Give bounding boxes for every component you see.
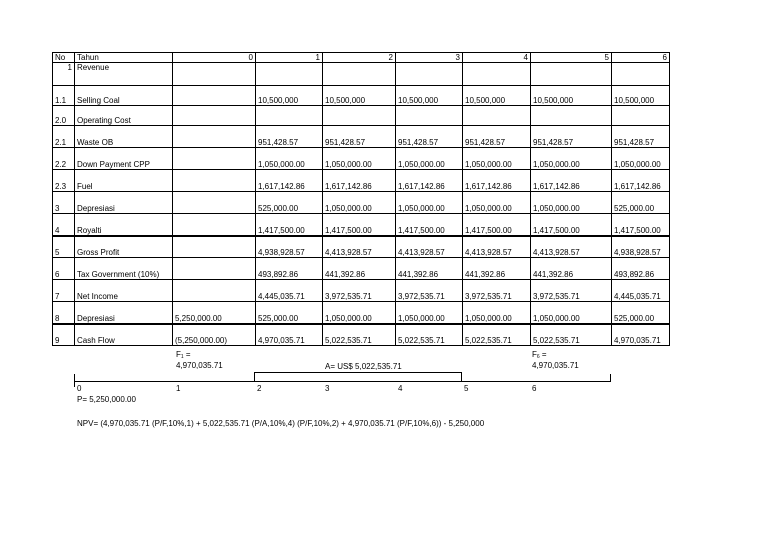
value-cell [396,106,463,126]
table-row [53,126,670,148]
table-row [53,324,670,346]
row-number: 2.3 [53,170,75,192]
value-cell: 951,428.57 [396,126,463,148]
value-cell: 4,938,928.57 [612,236,670,258]
value-cell: 525,000.00 [612,302,670,324]
tick-label-4: 4 [398,384,403,393]
header-cell: 1 [256,53,323,63]
value-cell: 951,428.57 [323,126,396,148]
time-axis [74,381,610,382]
value-cell: 4,445,035.71 [256,280,323,302]
annuity-label: A= US$ 5,022,535.71 [325,362,402,371]
row-label: Selling Coal [75,86,173,106]
value-cell: 493,892.86 [256,258,323,280]
value-cell: 10,500,000 [612,86,670,106]
value-cell: 1,050,000.00 [396,148,463,170]
value-cell [173,86,256,106]
header-cell: 3 [396,53,463,63]
row-label: Tax Government (10%) [75,258,173,280]
value-cell [173,126,256,148]
cash-flow-table [52,52,670,346]
value-cell: 5,022,535.71 [323,324,396,346]
value-cell: 951,428.57 [612,126,670,148]
value-cell [173,170,256,192]
table-row [53,236,670,258]
f6-label: $F_6$ = [532,350,547,360]
value-cell: 951,428.57 [463,126,531,148]
tick-label-5: 5 [464,384,469,393]
value-cell: 3,972,535.71 [323,280,396,302]
value-cell: 441,392.86 [531,258,612,280]
value-cell [173,236,256,258]
table-row [53,192,670,214]
value-cell: 1,617,142.86 [256,170,323,192]
tick-label-6: 6 [532,384,537,393]
row-number: 6 [53,258,75,280]
annuity-bracket [254,372,461,373]
value-cell [173,258,256,280]
value-cell: 525,000.00 [256,302,323,324]
value-cell [173,148,256,170]
tick-label-3: 3 [325,384,330,393]
value-cell: 10,500,000 [323,86,396,106]
table-row [53,86,670,106]
row-number: 8 [53,302,75,324]
value-cell [256,106,323,126]
axis-start [74,374,75,387]
table-row [53,148,670,170]
value-cell: 1,050,000.00 [463,148,531,170]
f1-label: $F_1$ = [176,350,191,360]
value-cell: 1,050,000.00 [396,192,463,214]
value-cell: 1,050,000.00 [396,302,463,324]
value-cell: 1,617,142.86 [531,170,612,192]
value-cell: 3,972,535.71 [396,280,463,302]
value-cell: 441,392.86 [396,258,463,280]
row-number: 5 [53,236,75,258]
tick-label-0: 0 [77,384,82,393]
row-number: 9 [53,324,75,346]
value-cell: 441,392.86 [463,258,531,280]
value-cell [531,63,612,86]
table-row [53,106,670,126]
value-cell: 1,050,000.00 [531,192,612,214]
value-cell: 1,050,000.00 [612,148,670,170]
value-cell: 1,050,000.00 [531,148,612,170]
row-number: 1.1 [53,86,75,106]
row-label: Royalti [75,214,173,236]
header-cell: 2 [323,53,396,63]
value-cell [323,63,396,86]
table-row [53,258,670,280]
value-cell [612,63,670,86]
present-value: P= 5,250,000.00 [77,395,136,404]
value-cell [463,63,531,86]
value-cell [173,63,256,86]
table-row [53,170,670,192]
value-cell: 1,417,500.00 [463,214,531,236]
value-cell: 1,050,000.00 [463,302,531,324]
value-cell: 1,050,000.00 [323,148,396,170]
value-cell: 1,050,000.00 [463,192,531,214]
row-number: 1 [53,63,75,86]
header-cell: 5 [531,53,612,63]
value-cell: 10,500,000 [256,86,323,106]
table-header-row [53,53,670,63]
value-cell: 5,022,535.71 [531,324,612,346]
header-cell: 0 [173,53,256,63]
row-label: Depresiasi [75,302,173,324]
tick-label-2: 2 [257,384,262,393]
value-cell: 951,428.57 [531,126,612,148]
row-label: Down Payment CPP [75,148,173,170]
value-cell: 5,250,000.00 [173,302,256,324]
value-cell: 4,938,928.57 [256,236,323,258]
value-cell: 10,500,000 [463,86,531,106]
value-cell: 1,050,000.00 [531,302,612,324]
value-cell: 5,022,535.71 [396,324,463,346]
value-cell: 4,970,035.71 [256,324,323,346]
value-cell: 1,050,000.00 [256,148,323,170]
table-row [53,302,670,324]
row-label: Operating Cost [75,106,173,126]
value-cell: 10,500,000 [531,86,612,106]
row-number: 3 [53,192,75,214]
table-row [53,280,670,302]
header-cell: Tahun [75,53,173,63]
value-cell: 1,417,500.00 [323,214,396,236]
value-cell: 1,617,142.86 [463,170,531,192]
value-cell: 5,022,535.71 [463,324,531,346]
value-cell: 441,392.86 [323,258,396,280]
bracket-left [254,372,255,381]
value-cell: 1,417,500.00 [396,214,463,236]
value-cell [323,106,396,126]
value-cell [612,106,670,126]
row-number: 2.1 [53,126,75,148]
value-cell: 525,000.00 [612,192,670,214]
value-cell [531,106,612,126]
value-cell: 4,970,035.71 [612,324,670,346]
row-label: Net Income [75,280,173,302]
row-number: 2.0 [53,106,75,126]
row-number: 2.2 [53,148,75,170]
value-cell [396,63,463,86]
row-number: 7 [53,280,75,302]
value-cell: 4,413,928.57 [531,236,612,258]
value-cell: 1,050,000.00 [323,192,396,214]
npv-formula: NPV= (4,970,035.71 (P/F,10%,1) + 5,022,535.71 (P/A,10%,4) (P/F,10%,2) + 4,970,035.71 (P/F,10%,6)) - 5,250,000 [77,419,485,428]
axis-end [610,374,611,382]
value-cell: 1,417,500.00 [612,214,670,236]
value-cell: 1,050,000.00 [323,302,396,324]
value-cell: 1,617,142.86 [323,170,396,192]
value-cell: 951,428.57 [256,126,323,148]
value-cell [173,280,256,302]
value-cell [173,106,256,126]
value-cell: 1,617,142.86 [612,170,670,192]
f6-value: 4,970,035.71 [532,361,579,370]
f1-value: 4,970,035.71 [176,361,223,370]
table-row [53,214,670,236]
header-cell: No [53,53,75,63]
value-cell [463,106,531,126]
value-cell [173,192,256,214]
row-number: 4 [53,214,75,236]
value-cell: 3,972,535.71 [463,280,531,302]
value-cell: 1,417,500.00 [256,214,323,236]
row-label: Waste OB [75,126,173,148]
value-cell: 3,972,535.71 [531,280,612,302]
row-label: Revenue [75,63,173,86]
row-label: Cash Flow [75,324,173,346]
value-cell: 4,413,928.57 [323,236,396,258]
value-cell [256,63,323,86]
value-cell: 4,413,928.57 [463,236,531,258]
tick-label-1: 1 [176,384,181,393]
value-cell: (5,250,000.00) [173,324,256,346]
value-cell: 1,617,142.86 [396,170,463,192]
bracket-right [461,372,462,381]
value-cell: 525,000.00 [256,192,323,214]
row-label: Gross Profit [75,236,173,258]
value-cell: 4,413,928.57 [396,236,463,258]
table-row [53,63,670,86]
header-cell: 6 [612,53,670,63]
header-cell: 4 [463,53,531,63]
value-cell [173,214,256,236]
row-label: Fuel [75,170,173,192]
value-cell: 4,445,035.71 [612,280,670,302]
value-cell: 1,417,500.00 [531,214,612,236]
row-label: Depresiasi [75,192,173,214]
value-cell: 493,892.86 [612,258,670,280]
value-cell: 10,500,000 [396,86,463,106]
